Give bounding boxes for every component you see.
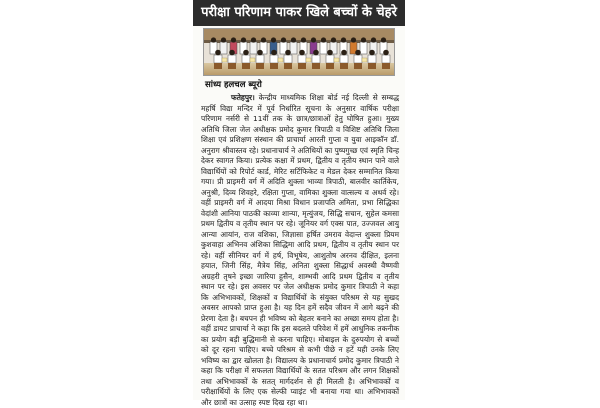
article-dateline: फतेहपुर।: [231, 93, 255, 102]
article-body-text: केन्द्रीय माध्यमिक शिक्षा बोर्ड नई दिल्ली से सम्बद्ध महर्षि विद्या मन्दिर में पूर्व निर्धारित सूचना के अनुसार वार्षिक परीक्षा परिणाम नर्सरी से 11वीं तक के छात्र/छात्राओं हेतु घोषित हुआ। मुख्य अतिथि जिला जेल अधीक्षक प्रमोद कुमार त्रिपाठी व विशिष्ट अतिथि जिला शिक्षा एवं प्रशिक्षण संस्थान की प्राचार्या आरती गुप्ता व युवा आइकॉन डॉ. अनुराग श्रीवास्तव रहे। प्रधानाचार्य ने अतिथियों का पुष्पगुच्छ एवं स्मृति चिन्ह देकर स्वागत किया। प्रत्येक कक्षा में प्रथम, द्वितीय व तृतीय स्थान पाने वाले विद्यार्थियों को रिपोर्ट कार्ड, मेरिट सर्टिफिकेट व मेडल देकर सम्मानित किया गया। प्री प्राइमरी वर्ग में अदिति शुक्ला भाव्या त्रिपाठी, बालवीर कार्तिकेय, अनुश्री, दिव्य शिवहरे, रक्षिता गुप्ता, वामिका शुक्ला वात्सल्य व अथर्व रहे। वहीं प्राइमरी वर्ग में आदया मिश्रा विधान प्रजापति अमिता, प्रभा सिद्धिका वेदांशी आनिया पाठकी काव्या शान्या, मृत्युंजय, सिद्धि सचान, सुहेल कमसा प्रथम द्वितीय व तृतीय स्थान पर रहे। जूनियर वर्ग एक्स पात, उज्जवल आयु आन्या आयांन, राज वशिका, जिज्ञासा हर्षित उमराव वेदान्त शुक्ला प्रियम कुशवाहा अभिनव अंशिका सिद्धिमा आदि प्रथम, द्वितीय व तृतीय स्थान पर रहे। वहीं सीनियर वर्ग में हर्ष, विभूषेय, आशुतोष अरनव दीक्षित, इलना हयात, जिनी सिंह, मैत्रेय सिंह, अनिता शुक्ला सिद्धार्थ अवस्थी वैष्णवी अग्रहरी तृषने इच्छा जारिया हुसैन, शाम्भवी आदि प्रथम द्वितीय व तृतीय स्थान पर रहे। इस अवसर पर जेल अधीक्षक प्रमोद कुमार त्रिपाठी ने कहा कि अभिभावकों, शिक्षकों व विद्यार्थियों के संयुक्त परिश्रम से यह सुखद अवसर आपको प्राप्त हुआ है। यह दिन हमें सदैव जीवन में आगे बढ़ने की प्रेरणा देता है। बचपन ही भविष्य को बेहतर बनाने का अच्छा समय होता है। वहीं डायट प्राचार्या ने कहा कि इस बदलते परिवेश में हमें आधुनिक तकनीक का प्रयोग बड़ी बुद्धिमानी से करना चाहिए। मोबाइल के दुरुपयोग से बच्चों को दूर रहना चाहिए। बच्चे परिश्रम से कभी पीछे न हटें यही उनके लिए भविष्य का द्वार खोलता है। विद्यालय के प्रधानाचार्य प्रमोद कुमार त्रिपाठी ने कहा कि परीक्षा में सफलता विद्यार्थियों के सतत परिश्रम और लगन शिक्षकों तथा अभिभावकों के सतत् मार्गदर्शन से ही मिलती है। अभिभावकों व परीक्षार्थियों के लिए एक सेल्फी प्वाइंट भी बनाया गया था। अभिभावकों और छात्रों का उत्साह स्पष्ट दिख रहा था।: [201, 93, 399, 407]
article-body: [201, 93, 399, 407]
article-byline: सांध्य हलचल ब्यूरो: [205, 80, 262, 90]
group-photo: [203, 28, 395, 76]
article-headline: परीक्षा परिणाम पाकर खिले बच्चों के चेहरे: [193, 0, 405, 26]
newspaper-clipping: [193, 0, 405, 407]
